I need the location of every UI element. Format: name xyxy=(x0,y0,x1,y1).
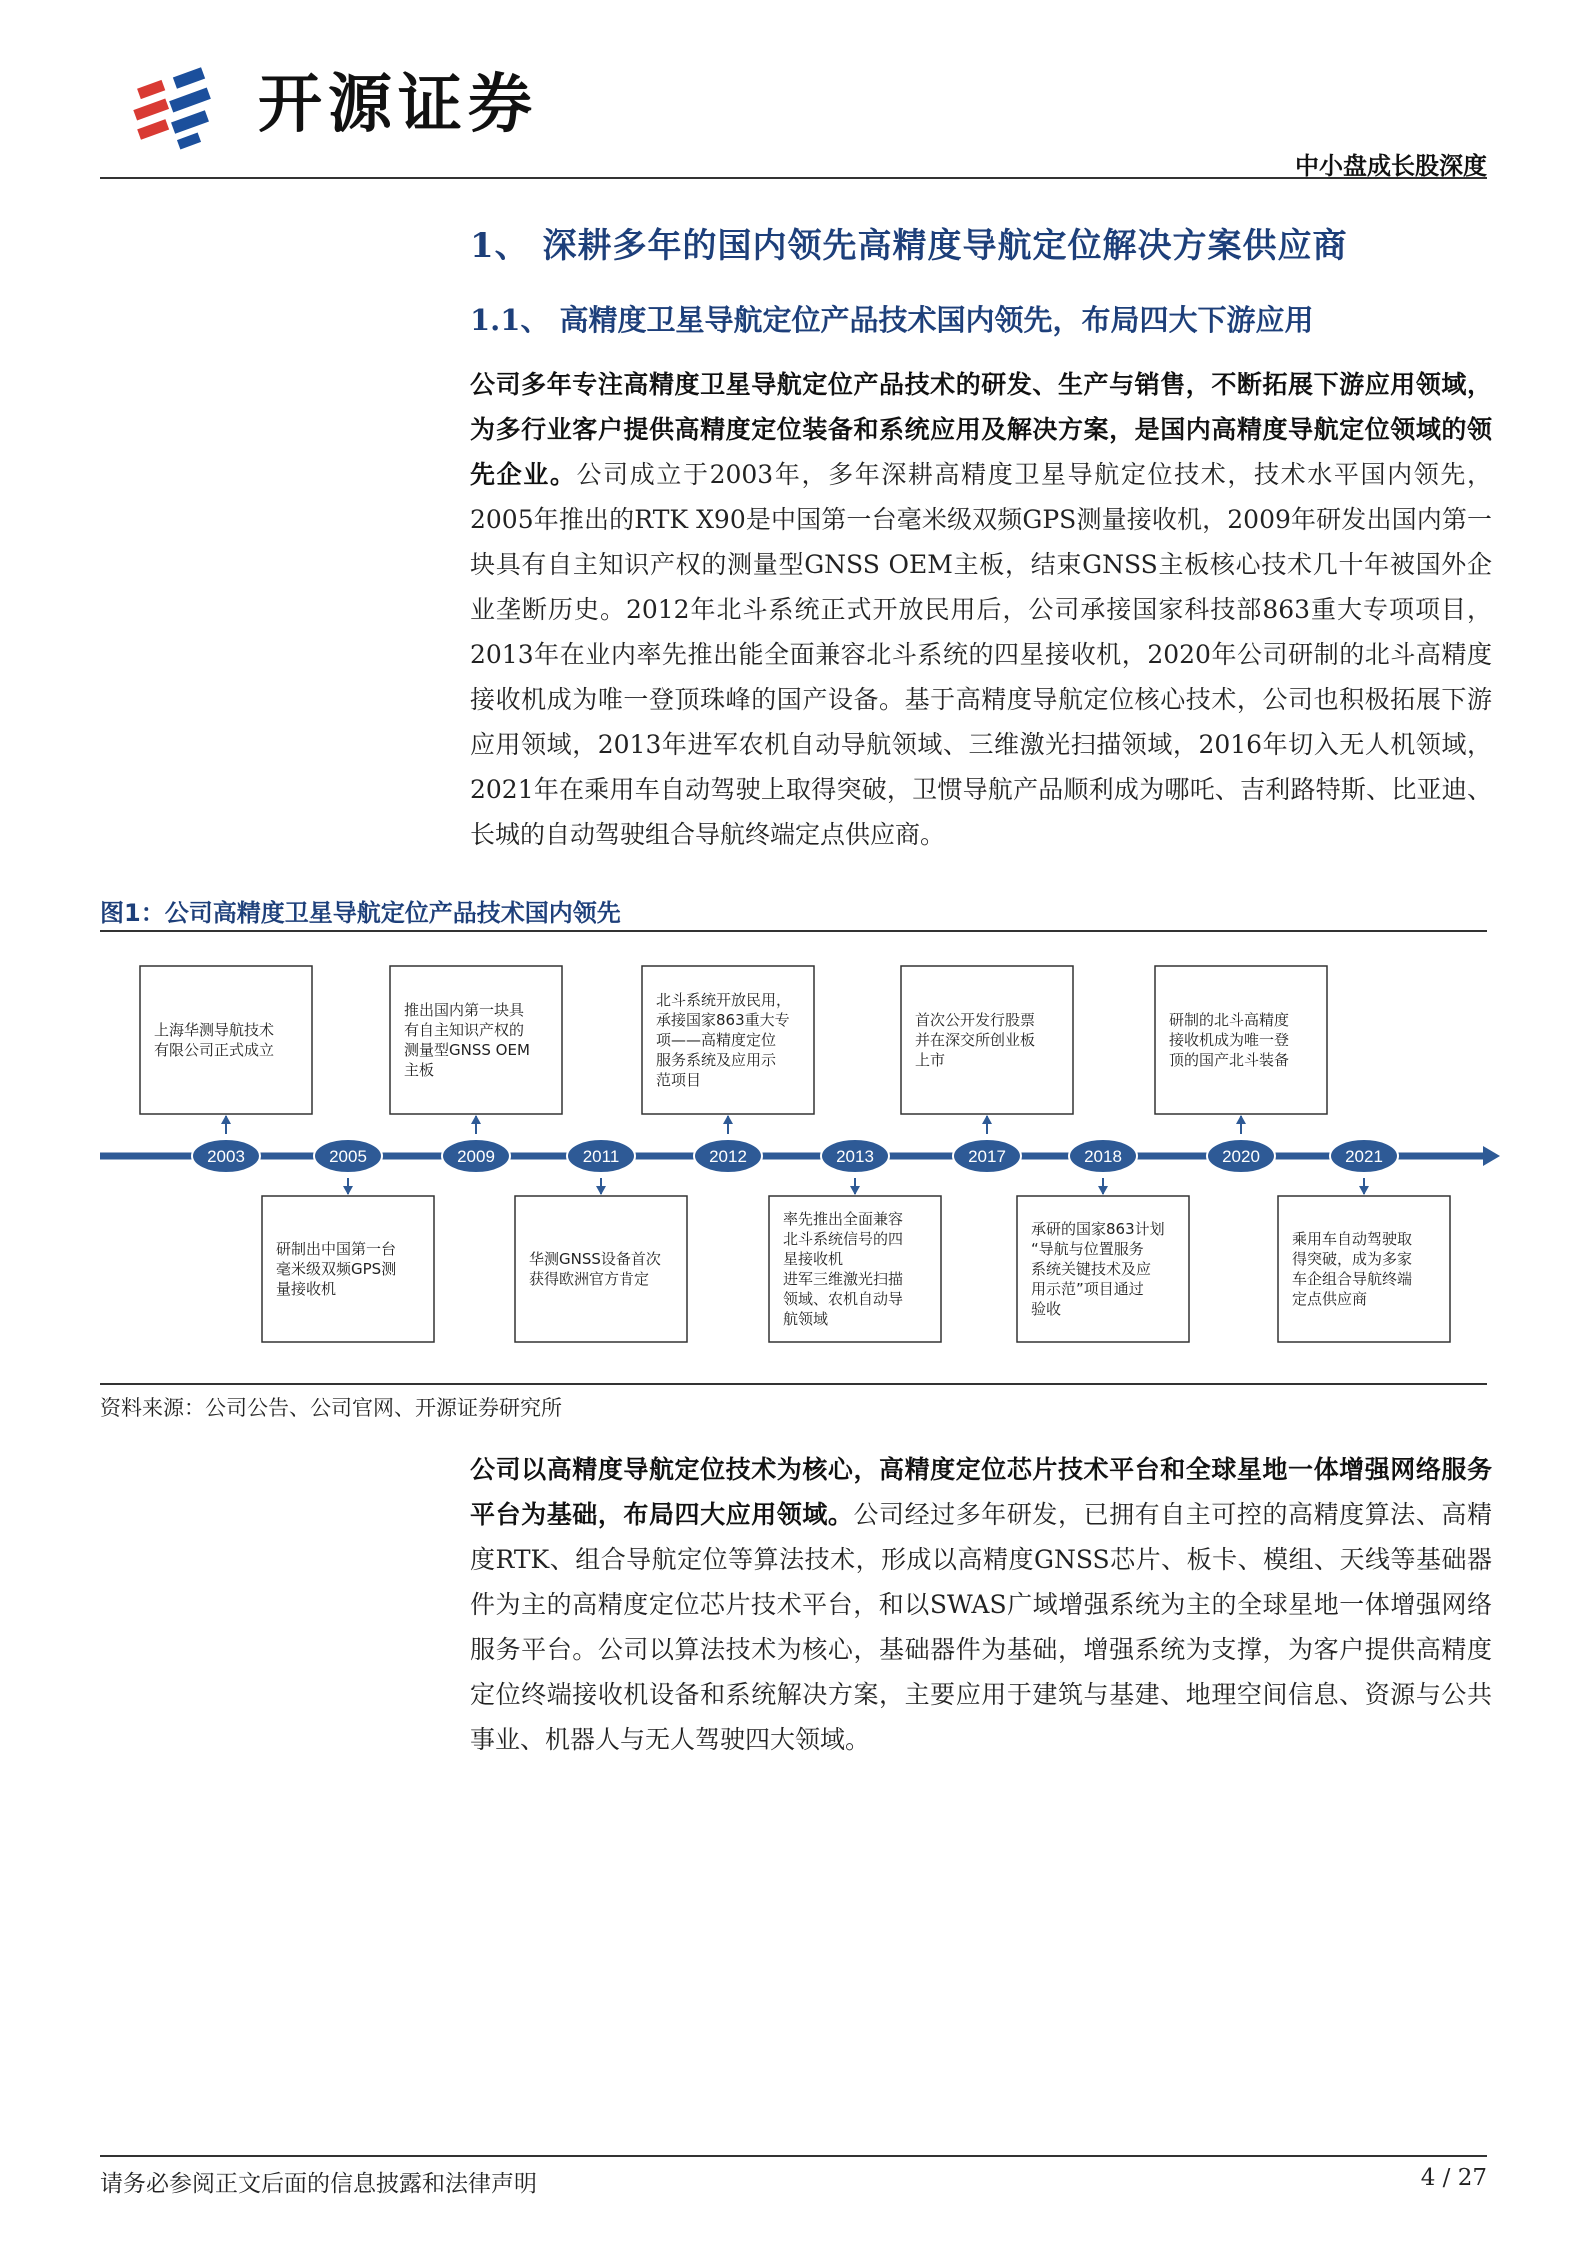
brand-name: 开源证券 xyxy=(258,68,538,142)
event-text-line: 毫米级双频GPS测 xyxy=(276,1260,397,1278)
event-text-line: 范项目 xyxy=(656,1071,702,1089)
event-box xyxy=(1278,1196,1450,1342)
event-text-line: 车企组合导航终端 xyxy=(1292,1270,1413,1288)
footer-rule xyxy=(100,2155,1487,2157)
figure-top-rule xyxy=(100,930,1487,932)
event-text-line: 测量型GNSS OEM xyxy=(404,1041,530,1059)
connector-arrow-icon xyxy=(1359,1186,1369,1195)
year-marker-2003 xyxy=(192,1139,260,1173)
year-label: 2009 xyxy=(457,1147,495,1166)
event-text-line: 北斗系统开放民用， xyxy=(656,991,792,1009)
event-text-line: 接收机成为唯一登 xyxy=(1169,1031,1290,1049)
event-text-line: 用示范”项目通过 xyxy=(1031,1280,1144,1298)
logo-mark-icon xyxy=(133,67,211,149)
year-marker-2005 xyxy=(314,1139,382,1173)
paragraph-1 xyxy=(470,362,1492,857)
report-type: 中小盘成长股深度 xyxy=(1295,152,1487,180)
year-marker-2018 xyxy=(1069,1139,1137,1173)
event-text-line: 有自主知识产权的 xyxy=(404,1021,525,1039)
timeline-event-top-2012 xyxy=(642,966,814,1134)
timeline-event-bottom-2018 xyxy=(1017,1178,1189,1342)
event-text-line: 星接收机 xyxy=(783,1250,844,1268)
paragraph-2 xyxy=(470,1447,1492,1762)
event-text-line: “导航与位置服务 xyxy=(1031,1240,1144,1258)
year-label: 2012 xyxy=(709,1147,747,1166)
connector-arrow-icon xyxy=(596,1186,606,1195)
timeline-arrow-icon xyxy=(1483,1146,1500,1166)
event-text-line: 服务系统及应用示 xyxy=(656,1051,777,1069)
timeline-figure xyxy=(100,940,1500,1360)
event-text-line: 北斗系统信号的四 xyxy=(783,1230,904,1248)
event-text-line: 研制出中国第一台 xyxy=(276,1240,397,1258)
event-box xyxy=(140,966,312,1114)
year-label: 2017 xyxy=(968,1147,1006,1166)
year-marker-2011 xyxy=(567,1139,635,1173)
connector-arrow-icon xyxy=(343,1186,353,1195)
year-label: 2003 xyxy=(207,1147,245,1166)
figure-title: 图1：公司高精度卫星导航定位产品技术国内领先 xyxy=(100,899,621,927)
paragraph-1-lead: 公司多年专注高精度卫星导航定位产品技术的研发、生产与销售，不断拓展下游应用领域，为多行业客户提供高精度定位装备和系统应用及解决方案，是国内高精度导航定位领域的领先企业。 xyxy=(470,370,1492,489)
event-text-line: 有限公司正式成立 xyxy=(154,1041,275,1059)
event-text-line: 承接国家863重大专 xyxy=(656,1011,790,1029)
event-text-line: 推出国内第一块具 xyxy=(404,1001,525,1019)
year-marker-2009 xyxy=(442,1139,510,1173)
timeline-event-bottom-2013 xyxy=(769,1178,941,1342)
year-label: 2013 xyxy=(836,1147,874,1166)
event-text-line: 顶的国产北斗装备 xyxy=(1169,1051,1290,1069)
event-text-line: 并在深交所创业板 xyxy=(915,1031,1036,1049)
page-number: 4 / 27 xyxy=(1420,2165,1487,2191)
event-text-line: 得突破，成为多家 xyxy=(1292,1250,1413,1268)
event-box xyxy=(515,1196,687,1342)
year-marker-2020 xyxy=(1207,1139,1275,1173)
event-text-line: 率先推出全面兼容 xyxy=(783,1210,904,1228)
timeline-event-bottom-2011 xyxy=(515,1178,687,1342)
subsection-heading: 1.1、 高精度卫星导航定位产品技术国内领先，布局四大下游应用 xyxy=(470,303,1314,337)
event-text-line: 获得欧洲官方肯定 xyxy=(529,1270,650,1288)
event-text-line: 乘用车自动驾驶取 xyxy=(1292,1230,1413,1248)
figure-source: 资料来源：公司公告、公司官网、开源证券研究所 xyxy=(100,1396,562,1420)
connector-arrow-icon xyxy=(1236,1115,1246,1124)
connector-arrow-icon xyxy=(850,1186,860,1195)
event-text-line: 项——高精度定位 xyxy=(656,1031,777,1049)
year-label: 2021 xyxy=(1345,1147,1383,1166)
connector-arrow-icon xyxy=(221,1115,231,1124)
event-text-line: 主板 xyxy=(404,1061,435,1079)
timeline-event-top-2009 xyxy=(390,966,562,1134)
year-label: 2020 xyxy=(1222,1147,1260,1166)
event-text-line: 系统关键技术及应 xyxy=(1031,1260,1152,1278)
year-marker-2017 xyxy=(953,1139,1021,1173)
figure-bottom-rule xyxy=(100,1383,1487,1385)
event-text-line: 领域、农机自动导 xyxy=(783,1290,904,1308)
timeline-event-top-2003 xyxy=(140,966,312,1134)
timeline-event-top-2020 xyxy=(1155,966,1327,1134)
timeline-event-top-2017 xyxy=(901,966,1073,1134)
event-text-line: 航领域 xyxy=(783,1310,829,1328)
year-marker-2013 xyxy=(821,1139,889,1173)
disclaimer: 请务必参阅正文后面的信息披露和法律声明 xyxy=(100,2171,537,2197)
event-box xyxy=(390,966,562,1114)
section-heading: 1、 深耕多年的国内领先高精度导航定位解决方案供应商 xyxy=(470,226,1348,266)
event-text-line: 上海华测导航技术 xyxy=(154,1021,275,1039)
header-rule xyxy=(100,177,1487,179)
connector-arrow-icon xyxy=(982,1115,992,1124)
event-text-line: 华测GNSS设备首次 xyxy=(529,1250,661,1268)
connector-arrow-icon xyxy=(723,1115,733,1124)
connector-arrow-icon xyxy=(471,1115,481,1124)
year-marker-2012 xyxy=(694,1139,762,1173)
event-text-line: 量接收机 xyxy=(276,1280,337,1298)
event-text-line: 验收 xyxy=(1031,1300,1062,1318)
year-marker-2021 xyxy=(1330,1139,1398,1173)
year-label: 2011 xyxy=(582,1147,620,1166)
timeline-event-bottom-2021 xyxy=(1278,1178,1450,1342)
event-text-line: 研制的北斗高精度 xyxy=(1169,1011,1290,1029)
year-label: 2005 xyxy=(329,1147,367,1166)
event-text-line: 定点供应商 xyxy=(1292,1290,1368,1308)
paragraph-2-body: 公司经过多年研发，已拥有自主可控的高精度算法、高精度RTK、组合导航定位等算法技术，形成以高精度GNSS芯片、板卡、模组、天线等基础器件为主的高精度定位芯片技术平台，和以SWAS广域增强系统为主的全球星地一体增强网络服务平台。公司以算法技术为核心，基础器件为基础，增强系统为支撑，为客户提供高精度定位终端接收机设备和系统解决方案，主要应用于建筑与基建、地理空间信息、资源与公共事业、机器人与无人驾驶四大领域。 xyxy=(470,1500,1492,1754)
timeline-event-bottom-2005 xyxy=(262,1178,434,1342)
event-text-line: 上市 xyxy=(915,1051,946,1069)
event-text-line: 进军三维激光扫描 xyxy=(783,1270,904,1288)
event-text-line: 首次公开发行股票 xyxy=(915,1011,1036,1029)
event-text-line: 承研的国家863计划 xyxy=(1031,1220,1165,1238)
connector-arrow-icon xyxy=(1098,1186,1108,1195)
paragraph-1-body: 公司成立于2003年，多年深耕高精度卫星导航定位技术，技术水平国内领先，2005年推出的RTK X90是中国第一台毫米级双频GPS测量接收机，2009年研发出国内第一块具有自主知识产权的测量型GNSS OEM主板，结束GNSS主板核心技术几十年被国外企业垄断历史。2012年北斗系统正式开放民用后，公司承接国家科技部863重大专项项目，2013年在业内率先推出能全面兼容北斗系统的四星接收机，2020年公司研制的北斗高精度接收机成为唯一登顶珠峰的国产设备。基于高精度导航定位核心技术，公司也积极拓展下游应用领域，2013年进军农机自动导航领域、三维激光扫描领域，2016年切入无人机领域，2021年在乘用车自动驾驶上取得突破，卫惯导航产品顺利成为哪吒、吉利路特斯、比亚迪、长城的自动驾驶组合导航终端定点供应商。 xyxy=(470,460,1492,849)
paragraph-2-lead: 公司以高精度导航定位技术为核心，高精度定位芯片技术平台和全球星地一体增强网络服务平台为基础，布局四大应用领域。 xyxy=(470,1455,1492,1529)
year-label: 2018 xyxy=(1084,1147,1122,1166)
